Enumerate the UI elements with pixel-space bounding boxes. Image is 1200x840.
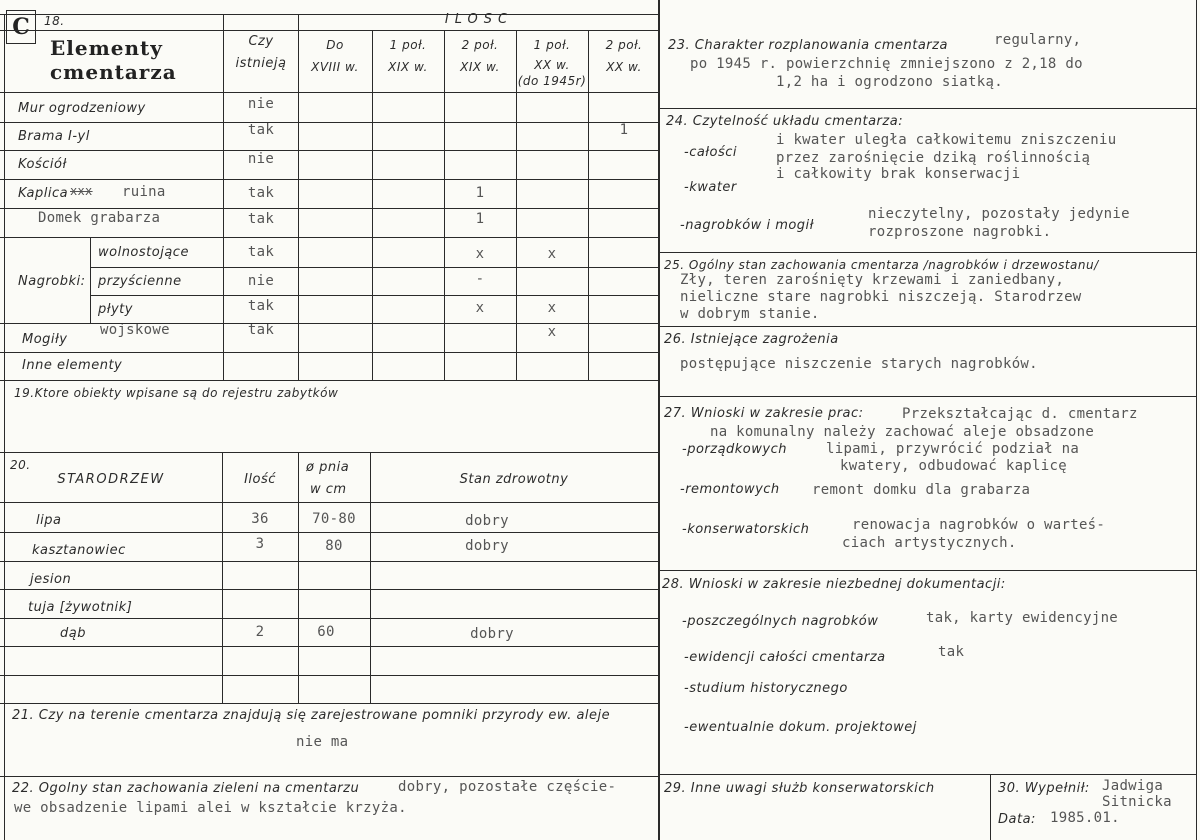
tree-row-5-qty: 2 [255, 624, 265, 640]
row-przysc-p3: - [475, 271, 485, 287]
tree-row-1-qty: 36 [251, 511, 269, 527]
tree-row-5-diam: 60 [317, 624, 335, 640]
q23-answer-line1: regularny, [994, 32, 1082, 48]
grid-line [658, 326, 1196, 327]
grid-line [1196, 0, 1197, 840]
q30-name-line2: Sitnicka [1102, 794, 1172, 810]
row-mogily-sub: wojskowe [100, 322, 170, 338]
q22-answer-line1: dobry, pozostałe częście- [398, 779, 617, 795]
q27-answer-line3: kwatery, odbudować kaplicę [840, 458, 1067, 474]
q30-date-label: Data: [998, 812, 1036, 827]
period-5-line2: XX w. [606, 60, 642, 74]
grid-line [90, 295, 660, 296]
row-kaplica-exists: tak [247, 185, 275, 201]
q26-label: 26. Istniejące zagrożenia [664, 332, 839, 347]
row-mogily-exists: tak [247, 322, 275, 338]
q25-label: 25. Ogólny stan zachowania cmentarza /nagrobków i drzewostanu/ [664, 258, 1099, 272]
q22-answer-line2: we obsadzenie lipami alei w kształcie krzyża. [14, 800, 407, 816]
q27-answer-line0: Przekształcając d. cmentarz [902, 406, 1138, 422]
grid-line [0, 646, 658, 647]
q28-item3: -studium historycznego [684, 681, 848, 696]
q25-answer-line1: Zły, teren zarośnięty krzewami i zaniedbany, [680, 272, 1065, 288]
q27-answer-line6: ciach artystycznych. [842, 535, 1017, 551]
tree-row-2-diam: 80 [325, 538, 343, 554]
period-1-line2: XVIII w. [311, 60, 359, 74]
row-inne-label: Inne elementy [22, 358, 123, 373]
q25-answer-line2: nieliczne stare nagrobki niszczeją. Starodrzew [680, 289, 1082, 305]
row-mur-exists: nie [247, 96, 275, 112]
q29-label: 29. Inne uwagi służb konserwatorskich [664, 781, 935, 796]
row-wolno-p3: x [475, 246, 485, 262]
grid-line [658, 396, 1196, 397]
q24-answer-line1: i kwater uległa całkowitemu zniszczeniu [776, 132, 1117, 148]
q27-porzadkowych: -porządkowych [682, 442, 787, 457]
period-3-line1: 2 poł. [461, 38, 499, 52]
row-brama-p5: 1 [619, 122, 629, 138]
period-4-line2: XX w. [534, 58, 570, 72]
tree-row-1-diam: 70-80 [312, 511, 356, 527]
tree-row-2-state: dobry [465, 538, 509, 554]
tree-health-header: Stan zdrowotny [459, 472, 569, 487]
ilosc-header: ILOSC [444, 12, 514, 27]
row-plyty-label: płyty [98, 302, 133, 317]
period-4-line3: (do 1945r) [517, 74, 587, 88]
grid-line [372, 30, 373, 380]
row-domek-p3: 1 [475, 211, 485, 227]
grid-line [658, 0, 660, 840]
q28-answer2: tak [938, 644, 965, 660]
grid-line [0, 14, 660, 15]
q24-calosci: -całości [684, 145, 738, 160]
row-przysc-exists: nie [247, 273, 275, 289]
q24-nagrobkow: -nagrobków i mogił [680, 218, 814, 233]
grid-line [0, 30, 660, 31]
q23-label: 23. Charakter rozplanowania cmentarza [668, 38, 948, 53]
grid-line [370, 452, 371, 703]
grid-line [0, 502, 658, 503]
grid-line [0, 452, 660, 453]
grid-line [0, 532, 658, 533]
q27-konserwatorskich: -konserwatorskich [682, 522, 810, 537]
row-kaplica-suffix: ruina [122, 184, 166, 200]
grid-line [222, 452, 223, 703]
row-mogily-p4: x [547, 324, 557, 340]
q24-kwater: -kwater [684, 180, 737, 195]
q24-label: 24. Czytelność układu cmentarza: [666, 114, 904, 129]
period-2-line1: 1 poł. [389, 38, 427, 52]
q19-label: 19.Ktore obiekty wpisane są do rejestru zabytków [14, 386, 339, 400]
row-plyty-p3: x [475, 300, 485, 316]
tree-row-1-state: dobry [465, 513, 509, 529]
grid-line [0, 179, 660, 180]
czy-header-line2: istnieją [235, 56, 287, 71]
tree-row-1-name: lipa [36, 513, 62, 528]
tree-row-5-state: dobry [470, 626, 514, 642]
grid-line [298, 14, 299, 380]
tree-qty-header: Ilość [244, 472, 276, 487]
nagrobki-group-label: Nagrobki: [18, 274, 86, 289]
row-kosciol-exists: nie [247, 151, 275, 167]
period-4-line1: 1 poł. [533, 38, 571, 52]
q28-label: 28. Wnioski w zakresie niezbednej dokumentacji: [662, 577, 1006, 592]
grid-line [90, 237, 91, 323]
q21-answer: nie ma [296, 734, 349, 750]
grid-line [0, 150, 660, 151]
grid-line [223, 14, 224, 380]
section-number: 18. [44, 14, 65, 28]
q24-answer-line2: przez zarośnięcie dziką roślinnością [776, 150, 1091, 166]
period-3-line2: XIX w. [460, 60, 500, 74]
row-mogily-label: Mogiły [22, 332, 68, 347]
grid-line [658, 108, 1196, 109]
section-letter-box: C [6, 10, 36, 44]
q27-answer-line1: na komunalny należy zachować aleje obsadzone [710, 424, 1095, 440]
grid-line [0, 237, 660, 238]
section-title-line1: Elementy [50, 36, 163, 60]
q23-answer-line2: po 1945 r. powierzchnię zmniejszono z 2,18 do [690, 56, 1083, 72]
grid-line [658, 774, 1196, 775]
q26-answer: postępujące niszczenie starych nagrobków. [680, 356, 1038, 372]
grid-line [0, 589, 658, 590]
grid-line [658, 252, 1196, 253]
q30-date-value: 1985.01. [1050, 810, 1120, 826]
grid-line [588, 30, 589, 380]
grid-line [990, 774, 991, 840]
q27-remontowych: -remontowych [680, 482, 780, 497]
grid-line [298, 452, 299, 703]
q22-label: 22. Ogolny stan zachowania zieleni na cmentarzu [12, 781, 360, 796]
grid-line [0, 352, 660, 353]
row-kaplica-crossed: xxx [70, 184, 93, 198]
tree-diam-header-line2: w cm [310, 482, 347, 497]
grid-line [90, 267, 660, 268]
grid-line [0, 92, 660, 93]
q30-name-line1: Jadwiga [1102, 778, 1164, 794]
row-kaplica-p3: 1 [475, 185, 485, 201]
q24-answer-line5: rozproszone nagrobki. [868, 224, 1052, 240]
grid-line [0, 323, 660, 324]
starodrzew-header: STARODRZEW [57, 472, 165, 487]
section-title-line2: cmentarza [50, 60, 177, 84]
row-brama-label: Brama I-yl [18, 129, 90, 144]
row-domek-label: Domek grabarza [38, 210, 161, 226]
tree-row-5-name: dąb [60, 626, 86, 641]
grid-line [0, 776, 658, 777]
row-plyty-exists: tak [247, 298, 275, 314]
row-przysc-label: przyścienne [98, 274, 182, 289]
grid-line [0, 122, 660, 123]
period-2-line2: XIX w. [388, 60, 428, 74]
q21-label: 21. Czy na terenie cmentarza znajdują się zarejestrowane pomniki przyrody ew. aleje [12, 708, 611, 723]
row-wolno-p4: x [547, 246, 557, 262]
q24-answer-line3: i całkowity brak konserwacji [776, 166, 1021, 182]
grid-line [4, 14, 5, 840]
q23-answer-line3: 1,2 ha i ogrodzono siatką. [776, 74, 1003, 90]
tree-row-3-name: jesion [30, 572, 72, 587]
grid-line [0, 208, 660, 209]
row-kaplica-label: Kaplica [18, 186, 69, 201]
q28-item1: -poszczególnych nagrobków [682, 614, 879, 629]
grid-line [0, 380, 660, 381]
period-1-line1: Do [326, 38, 344, 52]
grid-line [516, 30, 517, 380]
q28-item4: -ewentualnie dokum. projektowej [684, 720, 917, 735]
grid-line [0, 618, 658, 619]
grid-line [444, 30, 445, 380]
q27-answer-line5: renowacja nagrobków o warteś- [852, 517, 1106, 533]
czy-header-line1: Czy [248, 34, 274, 49]
row-wolno-label: wolnostojące [98, 245, 189, 260]
q27-answer-line2: lipami, przywrócić podział na [826, 441, 1080, 457]
grid-line [0, 703, 658, 704]
row-kosciol-label: Kościół [18, 157, 67, 172]
grid-line [658, 570, 1196, 571]
row-mur-label: Mur ogrodzeniowy [18, 101, 146, 116]
q30-label: 30. Wypełnił: [998, 781, 1090, 796]
grid-line [0, 675, 658, 676]
tree-row-2-name: kasztanowiec [32, 543, 126, 558]
q24-answer-line4: nieczytelny, pozostały jedynie [868, 206, 1130, 222]
grid-line [0, 561, 658, 562]
row-domek-exists: tak [247, 211, 275, 227]
q27-answer-line4: remont domku dla grabarza [812, 482, 1031, 498]
row-plyty-p4: x [547, 300, 557, 316]
period-5-line1: 2 poł. [605, 38, 643, 52]
q28-item2: -ewidencji całości cmentarza [684, 650, 886, 665]
tree-diam-header-line1: ø pnia [306, 460, 350, 475]
tree-row-4-name: tuja [żywotnik] [28, 600, 133, 615]
q20-number: 20. [10, 458, 31, 472]
q25-answer-line3: w dobrym stanie. [680, 306, 820, 322]
tree-row-2-qty: 3 [255, 536, 265, 552]
q27-label: 27. Wnioski w zakresie prac: [664, 406, 864, 421]
q28-answer1: tak, karty ewidencyjne [926, 610, 1119, 626]
row-brama-exists: tak [247, 122, 275, 138]
row-wolno-exists: tak [247, 244, 275, 260]
